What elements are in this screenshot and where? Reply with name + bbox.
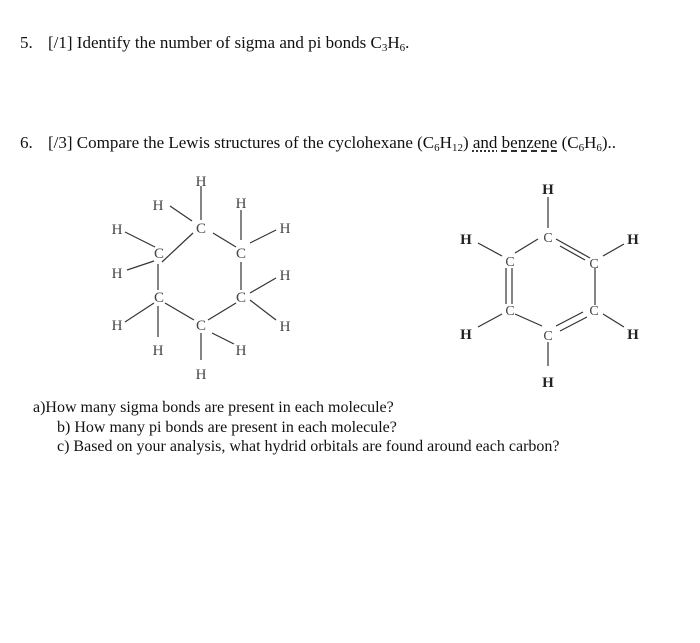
hydrogen-label: H [195,367,207,383]
hydrogen-label: H [627,232,639,248]
carbon-label: C [235,290,247,306]
subscript-6: 6 [434,142,440,154]
hydrogen-label: H [152,343,164,359]
question-6-number: 6. [20,133,33,152]
formula-h: H [387,33,400,52]
hydrogen-label: H [111,222,123,238]
hydrogen-label: H [542,375,554,391]
benzene-carbons [505,231,598,344]
subscript-6: 6 [596,142,602,154]
formula-h: H [584,133,597,152]
paren-close: ) [462,133,473,152]
hydrogen-label: H [627,327,639,343]
carbon-label: C [153,246,165,262]
hydrogen-label: H [235,343,247,359]
carbon-label: C [589,257,599,272]
hydrogen-label: H [460,232,472,248]
word-and: and [472,133,498,152]
benzene-hydrogens [460,182,639,391]
hydrogen-label: H [542,182,554,198]
question-5-text: [/1] Identify the number of sigma and pi bonds C [48,33,382,52]
subquestion-a: a)How many sigma bonds are present in each molecule? [33,399,394,416]
question-6-end: ).. [601,133,617,152]
carbon-label: C [505,304,515,319]
carbon-label: C [153,290,165,306]
subscript-6: 6 [399,42,406,54]
formula-h: H [439,133,452,152]
carbon-label: C [235,246,247,262]
hydrogen-label: H [111,318,123,334]
subscript-3: 3 [381,42,388,54]
carbon-label: C [195,318,207,334]
subscript-6: 6 [578,142,585,154]
hydrogen-label: H [460,327,472,343]
carbon-label: C [543,231,553,246]
hydrogen-label: H [152,198,164,214]
carbon-label: C [505,255,515,270]
subquestion-c: c) Based on your analysis, what hydrid orbitals are found around each carbon? [57,438,560,455]
word-benzene: benzene [501,133,558,152]
subquestion-b: b) How many pi bonds are present in each molecule? [57,419,397,436]
cyclohexane-carbons [154,221,246,334]
hydrogen-label: H [279,221,291,237]
carbon-label: C [195,221,207,237]
question-6-text: [/3] Compare the Lewis structures of the cyclohexane (C [48,133,435,152]
hydrogen-label: H [279,268,291,284]
formula-open: (C [557,133,579,152]
subscript-12: 12 [451,142,463,154]
hydrogen-label: H [235,196,247,212]
carbon-label: C [543,329,553,344]
hydrogen-label: H [279,319,291,335]
carbon-label: C [589,304,599,319]
hydrogen-label: H [195,174,207,190]
question-5-number: 5. [20,33,33,52]
hydrogen-label: H [111,266,123,282]
question-5-end: . [405,33,410,52]
